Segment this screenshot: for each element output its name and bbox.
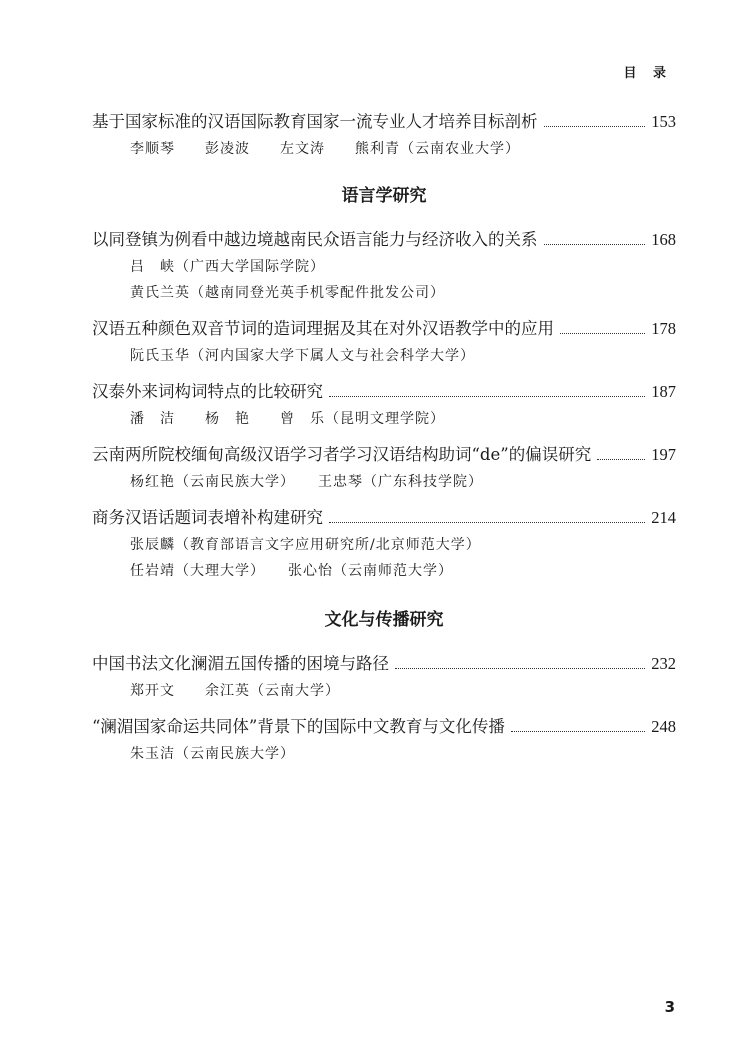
entry-title: 云南两所院校缅甸高级汉语学习者学习汉语结构助词“de”的偏误研究 [92, 445, 592, 464]
dot-leader [329, 396, 645, 397]
entry-page-number: 178 [651, 319, 676, 338]
toc-entry[interactable] [92, 315, 676, 369]
dot-leader [560, 333, 645, 334]
toc-entry-line [92, 226, 676, 254]
entry-title: 商务汉语话题词表增补构建研究 [92, 508, 323, 527]
entry-authors: 李顺琴 彭凌波 左文涛 熊利青（云南农业大学） [130, 141, 520, 157]
toc-entry[interactable] [92, 378, 676, 432]
toc-entry-line [92, 650, 676, 678]
toc-entry-line [92, 378, 676, 406]
dot-leader [597, 459, 645, 460]
toc-entry-line [92, 441, 676, 469]
entry-page-number: 214 [651, 508, 676, 527]
section-heading-linguistics: 语言学研究 [341, 186, 427, 206]
dot-leader [329, 522, 645, 523]
toc-entry-line [92, 315, 676, 343]
entry-title: “澜湄国家命运共同体”背景下的国际中文教育与文化传播 [92, 717, 505, 736]
entry-page-number: 248 [651, 717, 676, 736]
entry-authors: 张辰麟（教育部语言文字应用研究所/北京师范大学） [130, 537, 481, 553]
table-of-contents [92, 108, 676, 767]
dot-leader [511, 731, 645, 732]
entry-authors: 任岩靖（大理大学） 张心怡（云南师范大学） [130, 563, 453, 579]
toc-entry-line [92, 713, 676, 741]
page-number: 3 [664, 998, 675, 1016]
entry-authors: 阮氏玉华（河内国家大学下属人文与社会科学大学） [130, 348, 475, 364]
entry-title: 以同登镇为例看中越边境越南民众语言能力与经济收入的关系 [92, 230, 538, 249]
entry-title: 汉语五种颜色双音节词的造词理据及其在对外汉语教学中的应用 [92, 319, 554, 338]
entry-authors: 杨红艳（云南民族大学） 王忠琴（广东科技学院） [130, 474, 483, 490]
running-head: 目 录 [623, 66, 672, 81]
entry-page-number: 187 [651, 382, 676, 401]
entry-authors: 吕 峡（广西大学国际学院） [130, 259, 325, 275]
entry-authors: 郑开文 余江英（云南大学） [130, 683, 340, 699]
toc-entry[interactable] [92, 713, 676, 767]
entry-title: 中国书法文化澜湄五国传播的困境与路径 [92, 654, 389, 673]
toc-entry[interactable] [92, 226, 676, 306]
dot-leader [544, 126, 646, 127]
entry-page-number: 232 [651, 654, 676, 673]
toc-entry[interactable] [92, 108, 676, 162]
entry-page-number: 153 [651, 112, 676, 131]
toc-entry[interactable] [92, 504, 676, 584]
entry-authors: 潘 洁 杨 艳 曾 乐（昆明文理学院） [130, 411, 445, 427]
entry-authors: 朱玉洁（云南民族大学） [130, 746, 295, 762]
dot-leader [544, 244, 646, 245]
entry-authors: 黄氏兰英（越南同登光英手机零配件批发公司） [130, 285, 445, 301]
entry-page-number: 168 [651, 230, 676, 249]
entry-page-number: 197 [651, 445, 676, 464]
toc-entry[interactable] [92, 650, 676, 704]
entry-title: 汉泰外来词构词特点的比较研究 [92, 382, 323, 401]
toc-entry[interactable] [92, 441, 676, 495]
toc-entry-line [92, 108, 676, 136]
dot-leader [395, 668, 645, 669]
toc-entry-line [92, 504, 676, 532]
entry-title: 基于国家标准的汉语国际教育国家一流专业人才培养目标剖析 [92, 112, 538, 131]
section-heading-culture: 文化与传播研究 [324, 610, 444, 630]
